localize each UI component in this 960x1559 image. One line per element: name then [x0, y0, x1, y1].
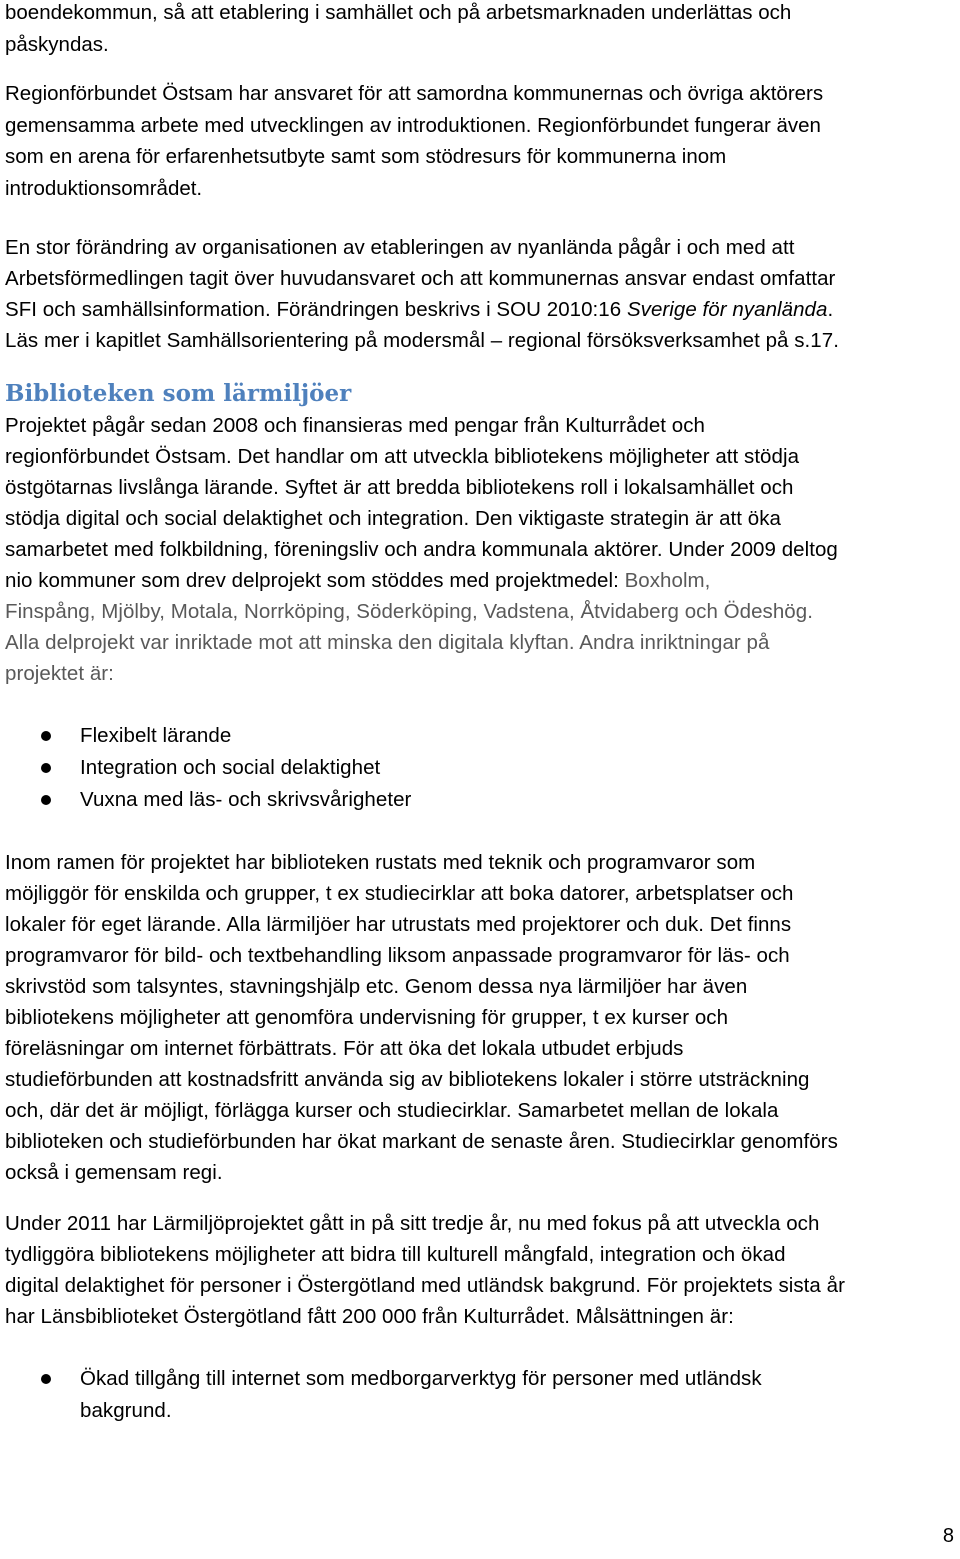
text-line: boendekommun, så att etablering i samhället och på arbetsmarknaden underlättas och — [5, 1, 792, 24]
list-item-text: Ökad tillgång till internet som medborgarverktyg för personer med utländsk — [80, 1367, 762, 1390]
report-title: Sverige för nyanlända — [626, 298, 828, 321]
text-line: bibliotekens möjligheter att genomföra undervisning för grupper, t ex kurser och — [5, 1006, 729, 1029]
text-line: stödja digital och social delaktighet och integration. Den viktigaste strategin är att öka — [5, 507, 781, 530]
list-item-text: bakgrund. — [80, 1399, 172, 1422]
text-run: Andra inriktningar på — [574, 631, 770, 654]
page-number: 8 — [942, 1525, 954, 1547]
text-line: digital delaktighet för personer i Östergötland med utländsk bakgrund. För projektets sista år — [5, 1274, 845, 1297]
list-item — [0, 720, 950, 752]
text-line: biblioteken och studieförbunden har ökat markant de senaste åren. Studiecirklar genomförs — [5, 1130, 838, 1153]
text-line — [5, 627, 955, 658]
municipality-list: Boxholm, — [624, 569, 711, 592]
text-line: påskyndas. — [5, 32, 109, 56]
list-item-text: Flexibelt lärande — [80, 724, 232, 747]
text-line: som en arena för erfarenhetsutbyte samt som stödresurs för kommunerna inom — [5, 145, 727, 168]
text-line: Projektet pågår sedan 2008 och finansieras med pengar från Kulturrådet och — [5, 414, 705, 437]
text-line: projektet är: — [5, 662, 114, 685]
section-paragraph-1 — [5, 410, 955, 689]
bullet-icon — [41, 763, 51, 773]
text-line: östgötarnas livslånga lärande. Syftet är att bredda bibliotekens roll i lokalsamhället och — [5, 476, 794, 499]
section-paragraph-3 — [5, 1208, 955, 1332]
focus-areas-list — [0, 720, 950, 816]
text-line: och, där det är möjligt, förlägga kurser och studiecirklar. Samarbetet mellan de lokala — [5, 1099, 779, 1122]
text-line: Läs mer i kapitlet Samhällsorientering på modersmål – regional försöksverksamhet på s.17. — [5, 329, 839, 352]
bullet-icon — [41, 795, 51, 805]
list-item-text: Integration och social delaktighet — [80, 756, 381, 779]
text-line: regionförbundet Östsam. Det handlar om att utveckla bibliotekens möjligheter att stödja — [5, 445, 800, 468]
text-line: också i gemensam regi. — [5, 1161, 223, 1184]
intro-paragraph-2 — [5, 78, 955, 204]
intro-paragraph-3 — [5, 232, 955, 356]
text-line: lokaler för eget lärande. Alla lärmiljöer har utrustats med projektorer och duk. Det finns — [5, 913, 792, 936]
text-run: nio kommuner som drev delprojekt som stöddes med projektmedel: — [5, 569, 625, 592]
text-line: introduktionsområdet. — [5, 176, 203, 200]
text-line: tydliggöra bibliotekens möjligheter att bidra till kulturell mångfald, integration och ökad — [5, 1243, 786, 1266]
text-line: skrivstöd som talsyntes, stavningshjälp etc. Genom dessa nya lärmiljöer har även — [5, 975, 748, 998]
text-line: möjliggör för enskilda och grupper, t ex studiecirklar att boka datorer, arbetsplatser och — [5, 882, 794, 905]
list-item — [0, 784, 950, 816]
text-line: En stor förändring av organisationen av etableringen av nyanlända pågår i och med att — [5, 236, 795, 259]
text-line — [5, 565, 955, 596]
bullet-icon — [41, 731, 51, 741]
section-paragraph-2 — [5, 847, 955, 1188]
list-item — [0, 752, 950, 784]
text-line: föreläsningar om internet förbättrats. För att öka det lokala utbudet erbjuds — [5, 1037, 684, 1060]
text-line — [5, 294, 955, 325]
text-line: Inom ramen för projektet har biblioteken rustats med teknik och programvaror som — [5, 851, 756, 874]
text-line: Arbetsförmedlingen tagit över huvudansvaret och att kommunernas ansvar endast omfattar — [5, 267, 836, 290]
text-run: SFI och samhällsinformation. Förändringen beskrivs i SOU 2010:16 — [5, 298, 627, 321]
text-line: har Länsbiblioteket Östergötland fått 200 000 från Kulturrådet. Målsättningen är: — [5, 1305, 734, 1328]
text-line: Regionförbundet Östsam har ansvaret för att samordna kommunernas och övriga aktörers — [5, 82, 824, 105]
section-heading: Biblioteken som lärmiljöer — [5, 380, 352, 407]
text-line: programvaror för bild- och textbehandling liksom anpassade programvaror för läs- och — [5, 944, 790, 967]
text-line: studieförbunden att kostnadsfritt använda sig av bibliotekens lokaler i större utsträckning — [5, 1068, 810, 1091]
goals-list — [0, 1363, 950, 1427]
list-item — [0, 1363, 950, 1427]
text-line: Under 2011 har Lärmiljöprojektet gått in på sitt tredje år, nu med fokus på att utveckla och — [5, 1212, 820, 1235]
bullet-icon — [41, 1374, 51, 1384]
text-run: Alla delprojekt var inriktade mot att minska den digitala klyftan. — [5, 631, 575, 654]
text-line: samarbetet med folkbildning, föreningsliv och andra kommunala aktörer. Under 2009 deltog — [5, 538, 838, 561]
text-run: . — [827, 298, 834, 321]
intro-paragraph-1 — [5, 0, 955, 60]
municipality-list: Finspång, Mjölby, Motala, Norrköping, Söderköping, Vadstena, Åtvidaberg och Ödeshög. — [5, 600, 813, 623]
list-item-text: Vuxna med läs- och skrivsvårigheter — [80, 788, 412, 811]
text-line: gemensamma arbete med utvecklingen av introduktionen. Regionförbundet fungerar även — [5, 113, 821, 137]
